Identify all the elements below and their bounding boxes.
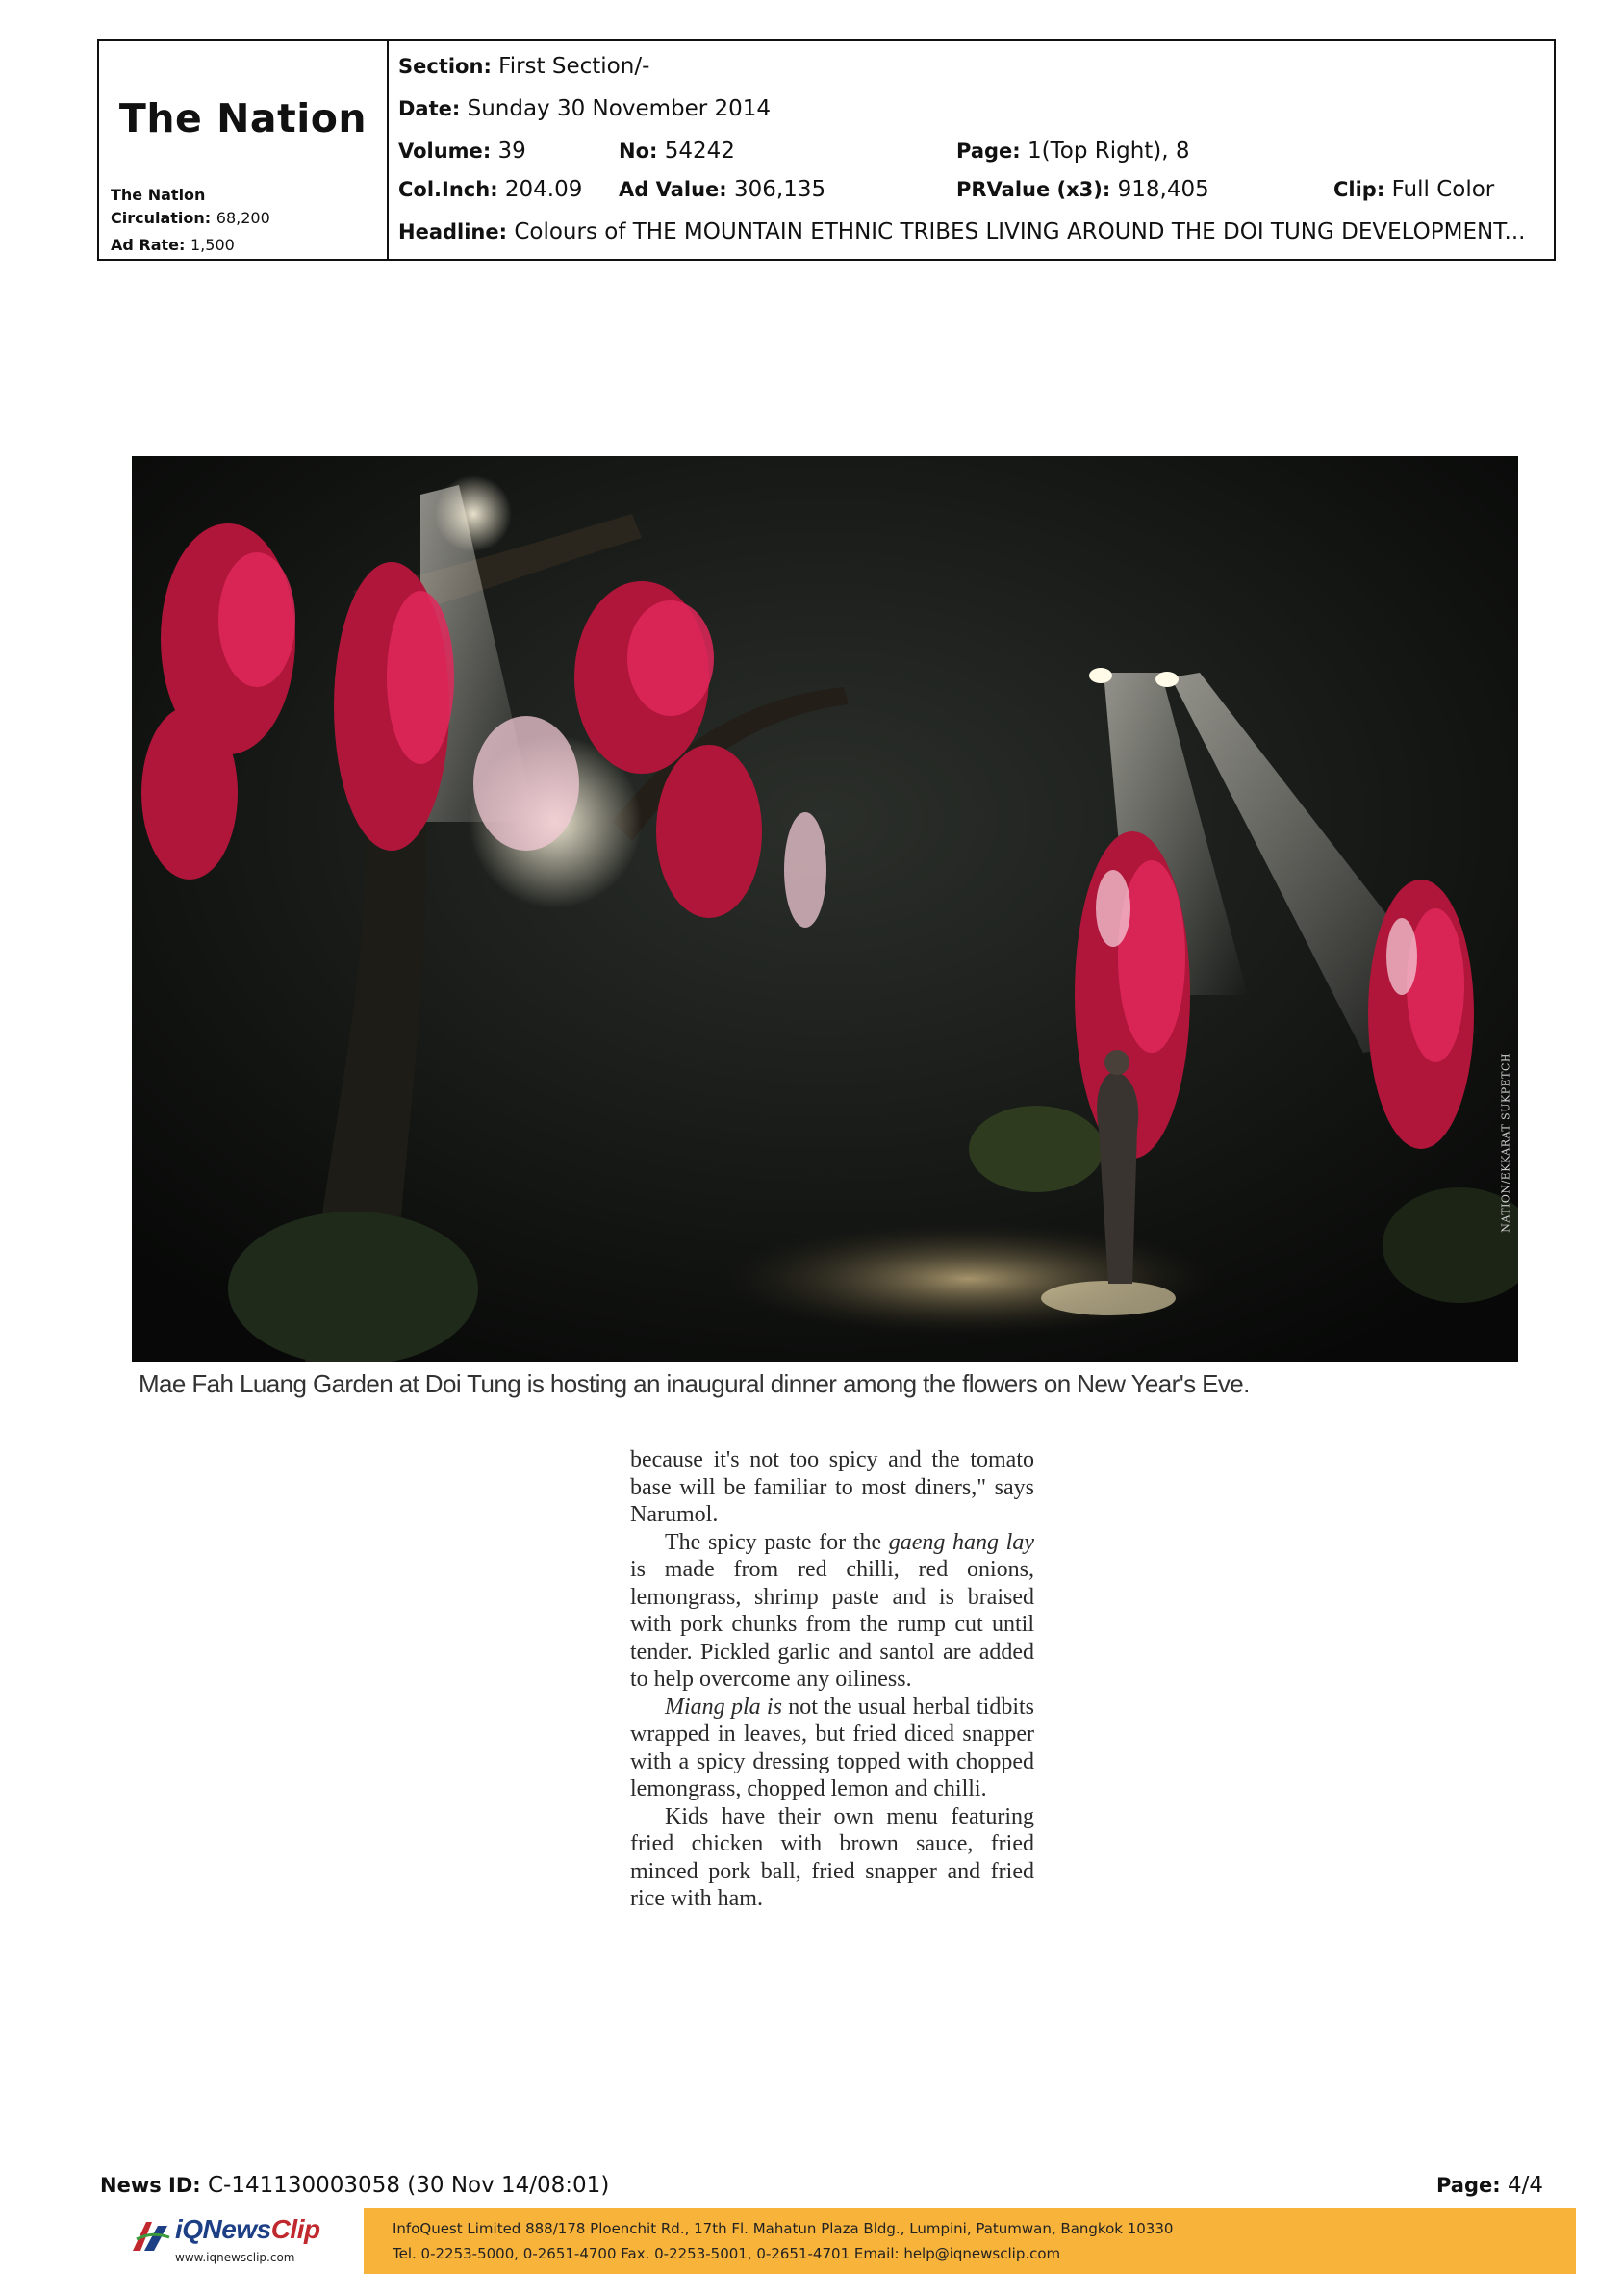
- pr-value-field: PRValue (x3): 918,405: [956, 177, 1209, 202]
- ad-rate: Ad Rate: 1,500: [111, 236, 235, 254]
- logo-wordmark: iQNewsClip: [175, 2214, 320, 2244]
- logo-mark-icon: [129, 2216, 171, 2255]
- circulation: Circulation: 68,200: [111, 209, 270, 227]
- logo-url: www.iqnewsclip.com: [175, 2251, 295, 2264]
- publisher-address: InfoQuest Limited 888/178 Ploenchit Rd., 17th Fl. Mahatun Plaza Bldg., Lumpini, Patumwan, Bangkok 10330: [393, 2220, 1174, 2237]
- article-column: [630, 1446, 1034, 1913]
- page-counter: Page: 4/4: [1435, 2173, 1543, 2198]
- article-paragraph: because it's not too spicy and the tomato base will be familiar to most diners," says Narumol.: [630, 1447, 1034, 1527]
- iqnewsclip-logo: [125, 2210, 327, 2272]
- publication-small-name: The Nation: [111, 186, 206, 204]
- article-paragraph: Kids have their own menu featuring fried chicken with brown sauce, fried minced pork ball, fried snapper and fried rice with ham.: [630, 1803, 1034, 1911]
- section-field: Section: First Section/-: [398, 54, 650, 79]
- headline-field: Headline: Colours of THE MOUNTAIN ETHNIC TRIBES LIVING AROUND THE DOI TUNG DEVELOPMENT...: [398, 219, 1526, 244]
- photo-illustration: [132, 456, 1518, 1362]
- news-id: News ID: C-141130003058 (30 Nov 14/08:01): [100, 2173, 610, 2198]
- garden-night-photo: [132, 456, 1518, 1362]
- photo-credit: NATION/EKKARAT SUKPETCH: [1500, 1053, 1512, 1233]
- publisher-info-bar: [364, 2208, 1576, 2274]
- publication-panel: [99, 41, 389, 259]
- article-paragraph: The spicy paste for the gaeng hang lay is made from red chilli, red onions, lemongrass, shrimp paste and is braised with pork chunks from the rump cut until tender. Pickled garlic and santol are added to help overcome any oiliness.: [630, 1529, 1034, 1692]
- page-field: Page: 1(Top Right), 8: [956, 139, 1190, 164]
- clipping-details: [389, 41, 1554, 259]
- photo-caption: Mae Fah Luang Garden at Doi Tung is hosting an inaugural dinner among the flowers on New Year's Eve.: [139, 1369, 1250, 1398]
- publication-name: The Nation: [118, 95, 368, 141]
- clip-field: Clip: Full Color: [1333, 177, 1495, 202]
- issue-number-field: No: 54242: [619, 139, 735, 164]
- date-field: Date: Sunday 30 November 2014: [398, 96, 772, 121]
- article-paragraph: Miang pla is not the usual herbal tidbits wrapped in leaves, but fried diced snapper with a spicy dressing topped with chopped lemongrass, chopped lemon and chilli.: [630, 1694, 1034, 1801]
- volume-field: Volume: 39: [398, 139, 526, 164]
- clipping-header: [97, 39, 1556, 261]
- publisher-contact: Tel. 0-2253-5000, 0-2651-4700 Fax. 0-2253-5001, 0-2651-4701 Email: help@iqnewsclip.com: [393, 2245, 1061, 2262]
- col-inch-field: Col.Inch: 204.09: [398, 177, 583, 202]
- ad-value-field: Ad Value: 306,135: [619, 177, 826, 202]
